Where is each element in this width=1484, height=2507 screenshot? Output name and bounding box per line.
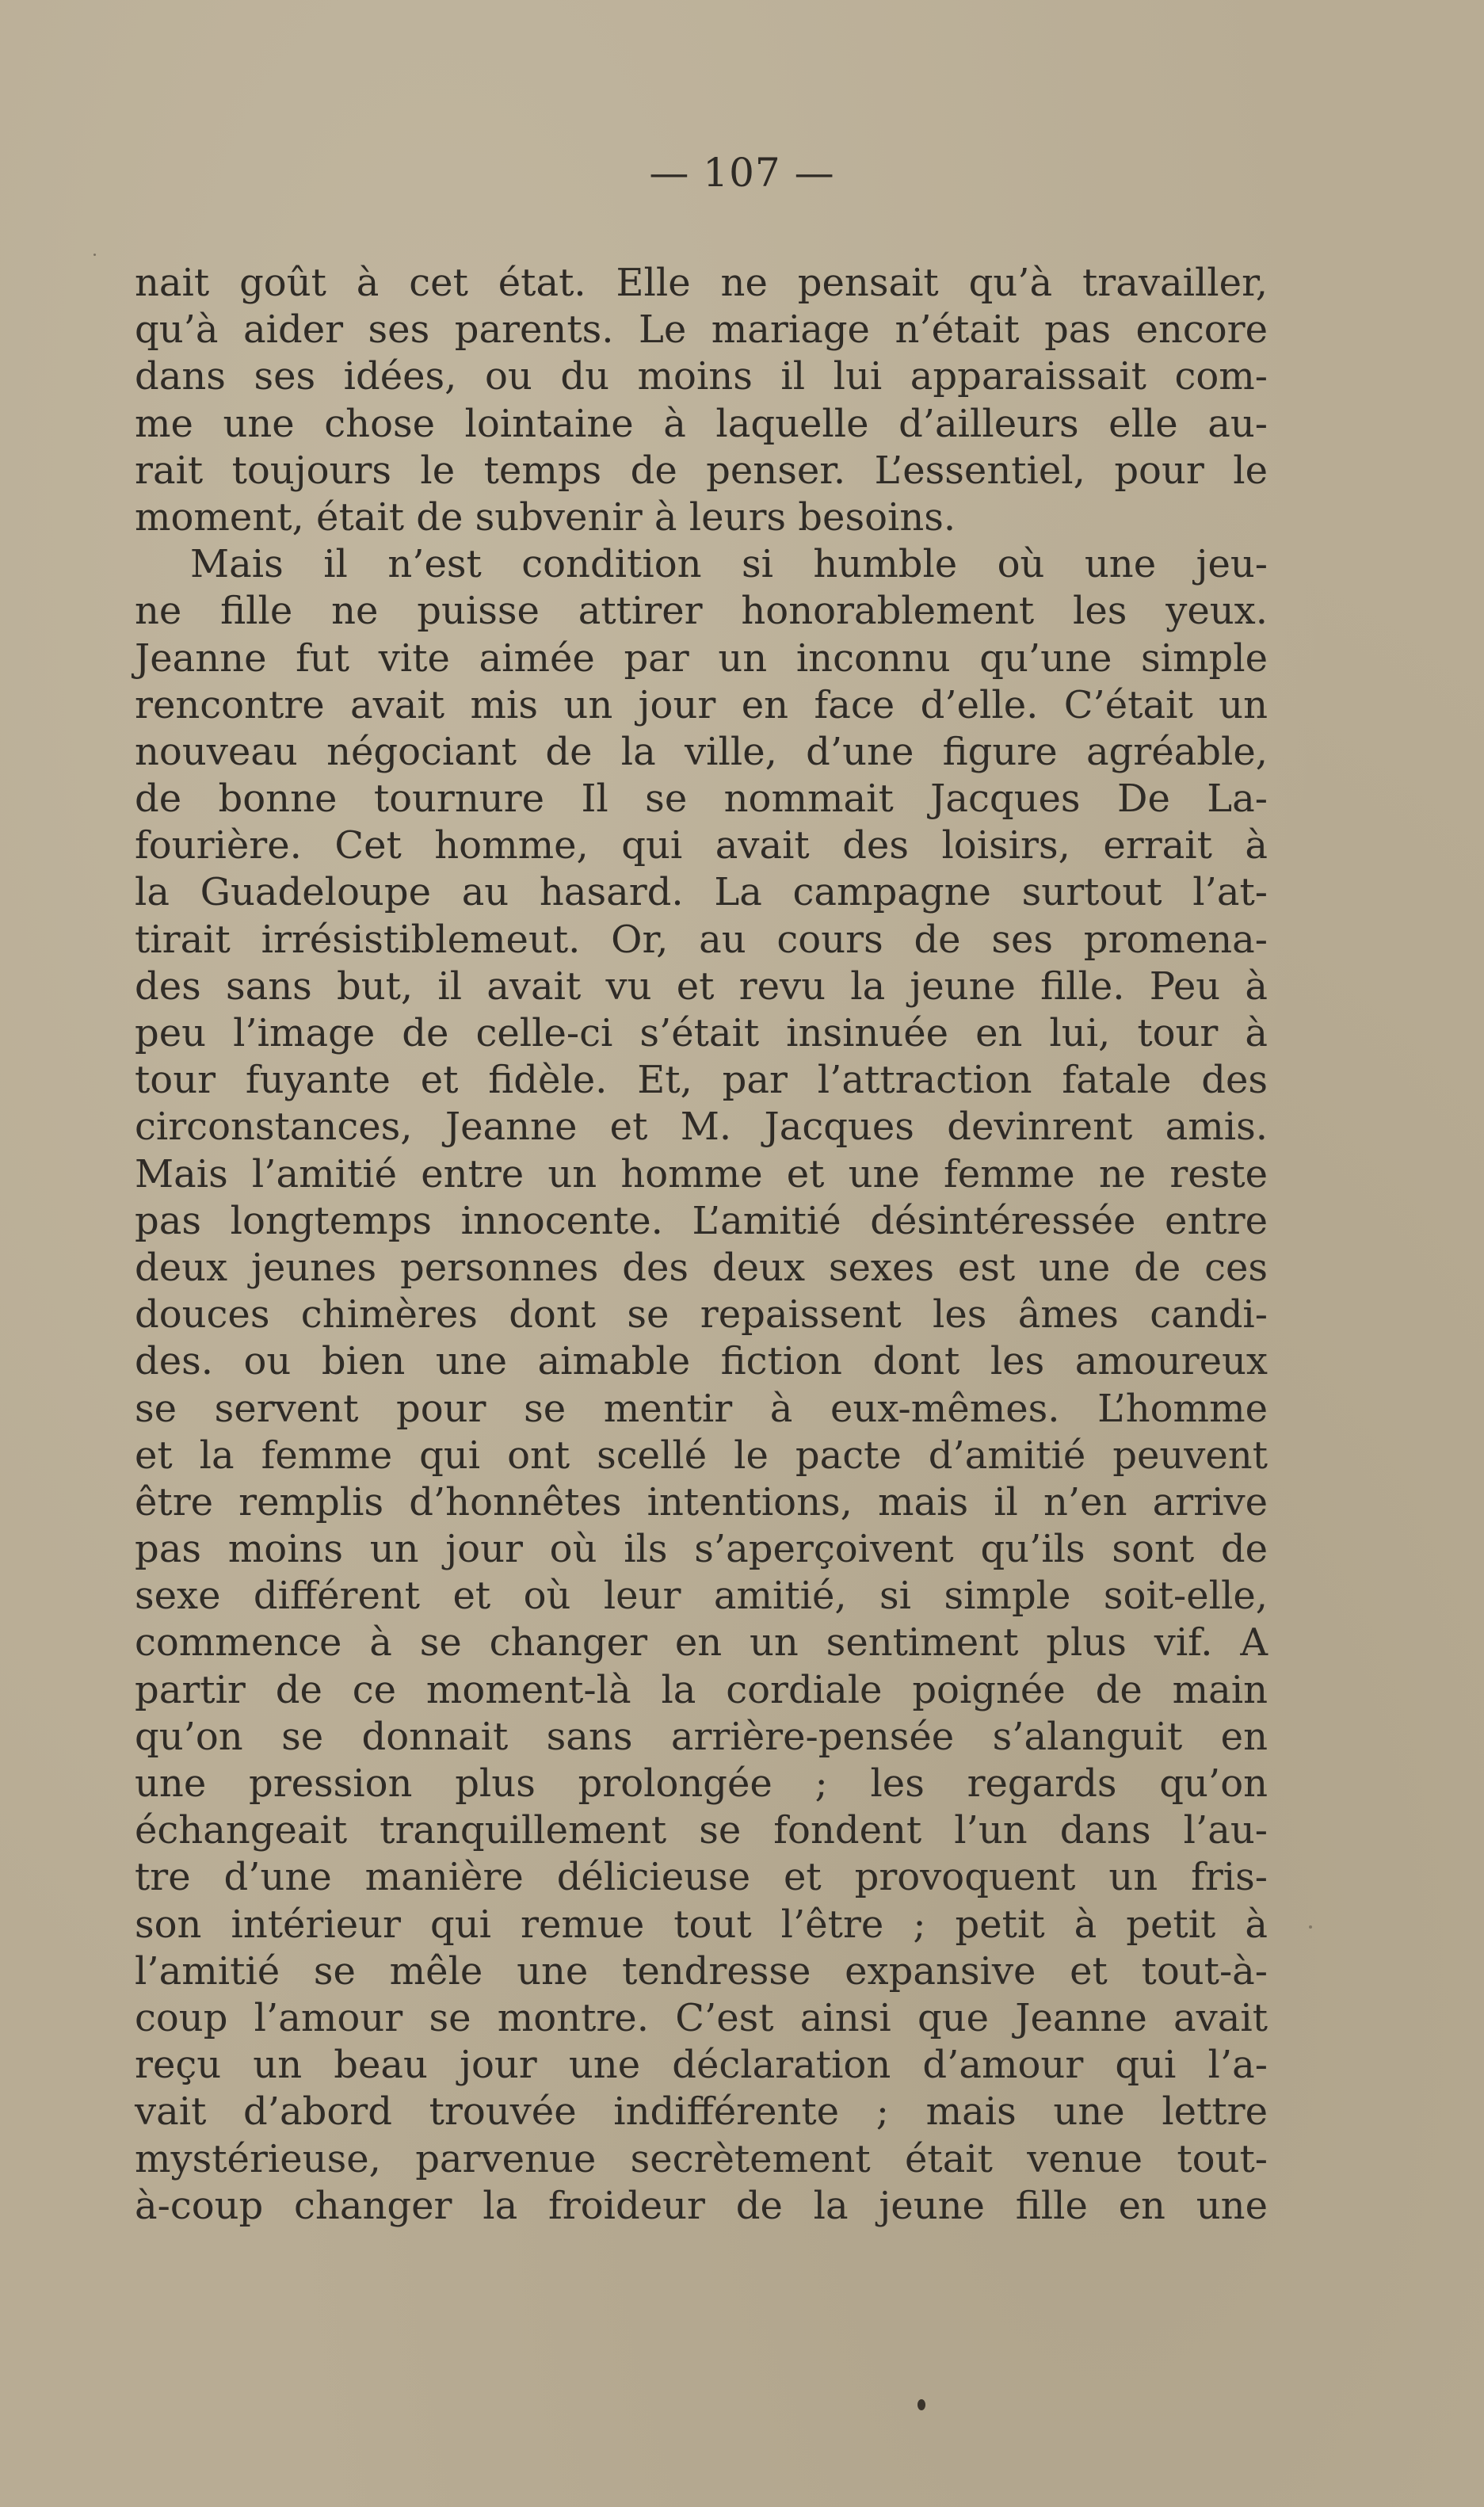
text-line: nouveau négociant de la ville, d’une figure agréable,	[135, 729, 1268, 774]
text-line: douces chimères dont se repaissent les âmes candi-	[135, 1292, 1268, 1337]
text-line: l’amitié se mêle une tendresse expansive et tout-à-	[135, 1948, 1268, 1994]
text-line: de bonne tournure Il se nommait Jacques De La-	[135, 777, 1268, 822]
body-text	[135, 260, 1268, 2230]
text-line: se servent pour se mentir à eux-mêmes. L’homme	[135, 1386, 1268, 1431]
text-line: reçu un beau jour une déclaration d’amour qui l’a-	[135, 2043, 1268, 2088]
text-line: tirait irrésistiblemeut. Or, au cours de ses promena-	[135, 917, 1268, 962]
text-line: son intérieur qui remue tout l’être ; petit à petit à	[135, 1902, 1268, 1947]
text-line: nait goût à cet état. Elle ne pensait qu’à travailler,	[135, 261, 1268, 305]
text-line: sexe différent et où leur amitié, si simple soit-elle,	[135, 1574, 1268, 1619]
text-line: vait d’abord trouvée indifférente ; mais une lettre	[135, 2089, 1268, 2135]
text-line: Mais l’amitié entre un homme et une femme ne reste	[135, 1151, 1268, 1196]
paper-speck	[1309, 1925, 1312, 1929]
text-line: une pression plus prolongée ; les regards qu’on	[135, 1761, 1268, 1806]
text-line: Jeanne fut vite aimée par un inconnu qu’une simple	[135, 635, 1268, 681]
text-line: être remplis d’honnêtes intentions, mais il n’en arrive	[135, 1479, 1268, 1524]
text-line: mystérieuse, parvenue secrètement était venue tout-	[135, 2136, 1268, 2181]
text-line: à-coup changer la froideur de la jeune fille en une	[135, 2183, 1268, 2228]
text-line: échangeait tranquillement se fondent l’un dans l’au-	[135, 1808, 1268, 1853]
text-line: deux jeunes personnes des deux sexes est une de ces	[135, 1245, 1268, 1290]
text-line: moment, était de subvenir à leurs besoins.	[135, 494, 956, 540]
text-line: coup l’amour se montre. C’est ainsi que Jeanne avait	[135, 1995, 1268, 2040]
text-line: des sans but, il avait vu et revu la jeune fille. Peu à	[135, 963, 1268, 1009]
text-line: tour fuyante et fidèle. Et, par l’attraction fatale des	[135, 1058, 1268, 1103]
text-line: Mais il n’est condition si humble où une jeu-	[190, 542, 1268, 587]
page-number: — 107 —	[649, 150, 835, 196]
text-line: rait toujours le temps de penser. L’essentiel, pour le	[135, 448, 1268, 493]
text-line: commence à se changer en un sentiment plus vif. A	[135, 1620, 1268, 1666]
text-line: qu’à aider ses parents. Le mariage n’était pas encore	[135, 307, 1268, 353]
text-line: ne fille ne puisse attirer honorablement les yeux.	[135, 589, 1268, 634]
text-line: partir de ce moment-là la cordiale poignée de main	[135, 1667, 1268, 1712]
text-line: peu l’image de celle-ci s’était insinuée en lui, tour à	[135, 1011, 1268, 1055]
text-line: rencontre avait mis un jour en face d’elle. C’était un	[135, 682, 1268, 727]
text-line: dans ses idées, ou du moins il lui apparaissait com-	[135, 354, 1268, 399]
text-line: circonstances, Jeanne et M. Jacques devinrent amis.	[135, 1105, 1268, 1150]
paper-speck	[93, 254, 96, 256]
text-line: pas longtemps innocente. L’amitié désintéressée entre	[135, 1198, 1268, 1243]
text-line: et la femme qui ont scellé le pacte d’amitié peuvent	[135, 1433, 1268, 1478]
text-line: pas moins un jour où ils s’aperçoivent qu’ils sont de	[135, 1527, 1268, 1572]
text-line: des. ou bien une aimable fiction dont les amoureux	[135, 1339, 1268, 1384]
text-line: tre d’une manière délicieuse et provoquent un fris-	[135, 1855, 1268, 1900]
text-line: fourière. Cet homme, qui avait des loisirs, errait à	[135, 823, 1268, 868]
text-line: me une chose lointaine à laquelle d’ailleurs elle au-	[135, 401, 1268, 446]
text-line: qu’on se donnait sans arrière-pensée s’alanguit en	[135, 1714, 1268, 1759]
text-line: la Guadeloupe au hasard. La campagne surtout l’at-	[135, 870, 1268, 915]
paper-speck	[917, 2399, 925, 2410]
